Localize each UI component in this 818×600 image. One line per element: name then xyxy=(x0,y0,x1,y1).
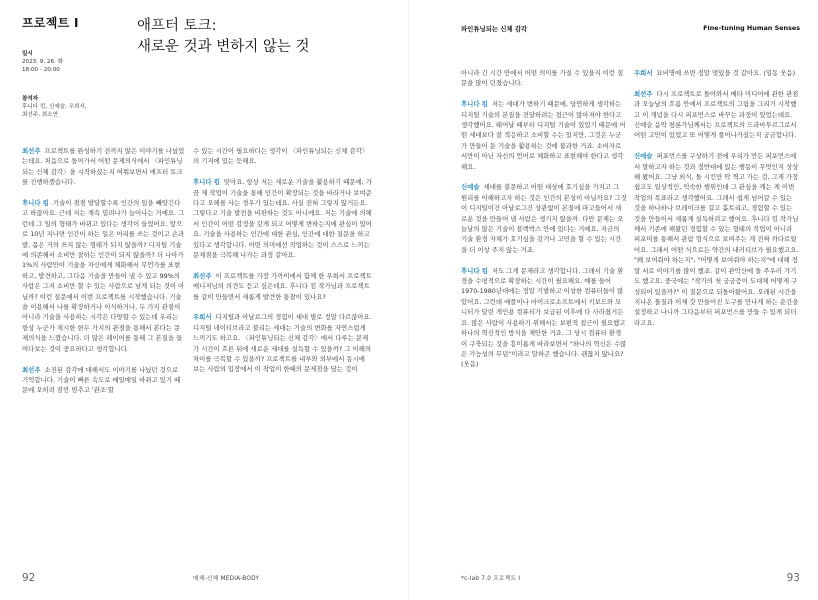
speaker-name: 최선주 xyxy=(634,89,653,98)
footer-left: 매체-신체 MEDIA-BODY xyxy=(193,576,260,582)
date-value: 2023. 9. 26. 화 xyxy=(22,59,63,66)
attendees-label: 참석자 xyxy=(22,96,39,102)
dialogue-text: 아니라 긴 시간 안에서 어떤 의미를 가질 수 있을지 이런 질문을 많이 던졌습니다. xyxy=(461,69,624,88)
speaker-name: 최선주 xyxy=(193,271,212,280)
dialogue-paragraph xyxy=(193,177,373,260)
dialogue-text: 디지털과 아날로그의 경험이 세대 별로 정말 다르잖아요. 디지털 네이티브라고 불리는 세대는 기술의 변화를 자연스럽게 느끼기도 하고요. 〈파인튜닝되는 신체 감각〉에서 다루는 문제가 시간이 흐른 뒤에 새로운 세대를 설득할 수 있을까? 그 이해의 차이를 극복할 수 있을까? 프로젝트를 내부와 외부에서 동시에 보는 사람의 입장에서 이 작업이 한때의 문제점을 담는 것이 xyxy=(193,313,372,374)
speaker-name: 후니다 킴 xyxy=(193,178,220,187)
article-title xyxy=(137,16,310,58)
speaker-name: 후니다 킴 xyxy=(22,199,49,208)
dialogue-paragraph xyxy=(634,68,800,78)
dialogue-paragraph xyxy=(461,182,627,255)
dialogue-text: 저도 그게 문제라고 생각합니다. 그래서 기술 환경을 수평적으로 확장하는 시간이 필요해요. 예를 들어 1970-1980년대에는 정말 기발하고 이상한 컴퓨터들이 많았어요. 그런데 애플이나 마이크로소프트에서 키보드와 모니터가 달린 개인용 컴퓨터가 보급된 이후에 다 사라졌거든요. 많은 사람이 사용하기 위해서는 보편적 접근이 필요했고 하나의 혁신적인 방식을 제안한 거죠. 그 당시 컴퓨터 환경이 구축되는 것을 흥미롭게 바라보면서 "하나의 혁신은 수많은 가능성의 무덤"이라고 말하곤 했습니다. 괜찮지 않나요? (웃음) xyxy=(461,266,627,369)
speaker-name: 최선주 xyxy=(22,147,41,155)
dialogue-text: 소진된 감각에 대해서도 이야기를 나눴던 것으로 기억합니다. 기술이 빠른 속도로 매일매일 바뀌고 있기 때문에 오히려 잠깐 멈추고 '관조'할 xyxy=(22,365,181,395)
running-header-korean: 파인튜닝되는 신체 감각 xyxy=(461,25,528,33)
column-2 xyxy=(193,146,373,385)
speaker-name: 최선주 xyxy=(22,365,41,374)
title-line-1: 애프터 토크: xyxy=(137,18,217,34)
speaker-name: 후니다 킴 xyxy=(461,100,488,109)
page-number-left: 92 xyxy=(22,572,36,584)
dialogue-paragraph xyxy=(193,271,373,302)
page-number-right: 93 xyxy=(786,572,800,584)
attendees-line-1: 후니다 킴, 신예슬, 우희서, xyxy=(22,104,87,111)
speaker-name: 우희서 xyxy=(193,313,212,322)
dialogue-paragraph xyxy=(634,89,800,141)
column-1 xyxy=(22,146,185,406)
running-header-english: Fine-tuning Human Senses xyxy=(703,24,800,32)
dialogue-paragraph xyxy=(461,99,627,172)
dialogue-paragraph xyxy=(22,146,185,188)
column-3 xyxy=(461,68,627,380)
speaker-name: 신예슬 xyxy=(461,183,480,192)
speaker-name: 우희서 xyxy=(634,69,653,77)
time-value: 18:00 - 20:00 xyxy=(22,67,60,74)
dialogue-paragraph xyxy=(22,198,185,354)
dialogue-text: 묘비명에 쓰면 정말 멋있을 것 같아요. (일동 웃음) xyxy=(656,69,796,77)
footer-right: *c-lab 7.0 프로젝트 I xyxy=(461,576,521,582)
dialogue-text: 프로젝트를 완성하기 전까지 많은 이야기를 나눴었는데요. 처음으로 돌아가서 어떤 문제의식에서 〈파인튜닝되는 신체 감각〉을 시작하셨는지 여쭤보면서 애프터 토크를 진행하겠습니다. xyxy=(22,147,185,187)
dialogue-text: 맞아요. 항상 저는 새로운 기술을 활용하기 때문에, 가끔 제 작업이 기술을 통해 인간이 확장되는 것을 바라거나 보여준다고 오해를 사는 경우가 있는데요. 사실 전혀 그렇지 않거든요. 그렇다고 기술 발전을 비판하는 것도 아니에요. 저는 기술에 의해서 인간이 어떤 감정을 갖게 되고 어떻게 변하는지에 관심이 있어요. 기술을 사용하는 인간에 대한 관심, 인간에 대한 질문을 하고 있다고 생각합니다. 어떤 의미에선 작업하는 것이 스스로 느끼는 문제점을 극복해 나가는 과정 같아요. xyxy=(193,178,372,260)
dialogue-paragraph xyxy=(461,266,627,370)
date-label: 일시 xyxy=(22,51,33,57)
dialogue-paragraph xyxy=(461,68,627,89)
column-4 xyxy=(634,68,800,339)
dialogue-paragraph xyxy=(634,151,800,328)
right-page xyxy=(409,0,818,600)
dialogue-paragraph xyxy=(22,365,185,396)
dialogue-text: 기술이 점점 발달할수록 인간의 일을 빼앗긴다고 하잖아요. 근데 저는 계속 밀려나가 늘어나는 거예요. 그런데 그 일의 형태가 바뀌고 있다는 생각이 들었어요. 앞으로 10년 지나면 인간이 하는 일은 어리를 쓰는 것이고 손과 발, 몸은 거의 쓰지 않는 형태가 되지 않을까? 디지털 기술에 의존해서 소비만 잘하는 인간이 되지 않을까? 더 나아가 1%의 사람만이 기술을 자신에게 체화해서 무언가를 표현하고, 발견하고, 그다음 기술을 만들어 낼 수 있고 99%의 사람은 그저 소비만 할 수 있는 사람으로 남게 되는 것이 아닐까? 이런 질문에서 이번 프로젝트를 시작했습니다. 기술을 이용해서 나를 확장하거나 이식하거나, 두 가지 관점이 아니라 기술을 사용하는 시각은 다양할 수 있는데 우리는 항상 누군가 제시한 한두 가지의 관점을 통해서 본다는 문제의식을 느꼈습니다. 더 많은 레이어를 통해 그 본질을 들여다보는 것이 중요하다고 생각합니다. xyxy=(22,199,185,353)
attendees-block xyxy=(22,95,87,120)
dialogue-paragraph xyxy=(193,146,373,167)
project-title: 프로젝트 I xyxy=(22,16,79,30)
dialogue-text: 수 있는 시간이 필요하다는 생각이 〈파인튜닝되는 신체 감각〉의 기저에 있는 듯해요. xyxy=(193,147,369,166)
date-block xyxy=(22,50,63,75)
dialogue-text: 세대를 불문하고 어떤 대상에 호기심을 가지고 그 원리를 이해하고자 하는 것은 인간의 본성이 아닐까요? 그것이 디지털이건 아날로그건 상관없이 본질에 파고들어서 새로운 것을 만들어 낼 사람은 생기지 않을까. 다만 문제는 오늘날의 많은 기술이 블랙박스 안에 있다는 거예요. 지금의 기술 환경 자체가 호기심을 갖거나 고민을 할 수 있는 시간을 더 이상 주지 않는 거죠. xyxy=(461,183,627,254)
speaker-name: 후니다 킴 xyxy=(461,266,488,275)
dialogue-text: 저는 세대가 변하기 때문에, 당연하게 생각하는 디지털 기술의 본질을 전달하려는 접근이 많아져야 한다고 생각했어요. 태어날 때부터 디지털 기술이 있었기 때문에 어떤 세대보다 잘 적응하고 소비할 수는 있지만, 그것은 누군가 만들어 둔 기술을 활용하는 것에 불과한 거죠. 소비자로서만이 아닌 자신의 언어로 체화하고 표현해야 한다고 생각해요. xyxy=(461,100,626,171)
speaker-name: 신예슬 xyxy=(634,152,653,161)
dialogue-text: 다시 프로젝트로 돌아와서 메타 미디어에 관한 관점과 오늘날의 흐름 안에서 프로젝트의 그림을 그리기 시작했고 이 개념을 다시 퍼포먼스로 바꾸는 과정이 있었는데요. 신예슬 음악 평론가님께서는 프로젝트의 드라마투르그로서 어떤 고민이 있었고 또 어떻게 풀어나가셨는지 궁금합니다. xyxy=(634,89,799,140)
title-line-2: 새로운 것과 변하지 않는 것 xyxy=(137,39,310,55)
attendees-line-2: 최선주, 최소연 xyxy=(22,112,58,119)
dialogue-text: 이 프로젝트를 가장 가까이에서 함께 한 우희서 프로젝트 매니저님의 의견도 듣고 싶은데요. 후니다 킴 작가님과 프로젝트를 같이 만들면서 새롭게 발견한 통찰이 있나요? xyxy=(193,271,372,301)
dialogue-paragraph xyxy=(193,312,373,374)
dialogue-text: 퍼포먼스를 구상하기 전에 우리가 만든 퍼포먼스에서 말하고자 하는 것과 정반대에 있는 행동이 무엇인지 상상해 봤어요. 그냥 외식, 돌 시킨만 딱 찍고 가는 것, 그게 가장 쉽고도 일상적인, 익숙한 행위인데 그 관심을 깨는 게 이번 작업의 목표라고 생각했어요. 그래서 쉽게 넘어갈 수 있는 것을 하나하나 브레이크를 걸고 흩트리고, 경험할 수 있는 것을 만들어서 새롭게 설득하려고 했어요. 후니다 킴 작가님께서 기존에 해왔던 경험할 수 있는 형태의 작업이 아니라 퍼포머를 통해서 관람 형식으로 보여주는 게 진짜 까다로웠어요. 그래서 어떤 식으로든 약간의 내러티브가 필요했고요. "왜 보여줘야 하는지", "어떻게 보여줘야 하는지"에 대해 정말 서로 이야기를 많이 했죠. 같이 관악산에 돌 주우러 가기도 했고요. 중국에는 "작가의 첫 궁금증이 도대체 어떻게 구성되어 있을까?" 이 질문으로 되돌아왔어요. 오래된 시간을 지나온 물질과 이제 갓 만들어진 도구를 만나게 하는 순간을 설정하고 나니까 그다음부터 퍼포먼스를 만들 수 있게 되더라고요. xyxy=(634,152,799,327)
